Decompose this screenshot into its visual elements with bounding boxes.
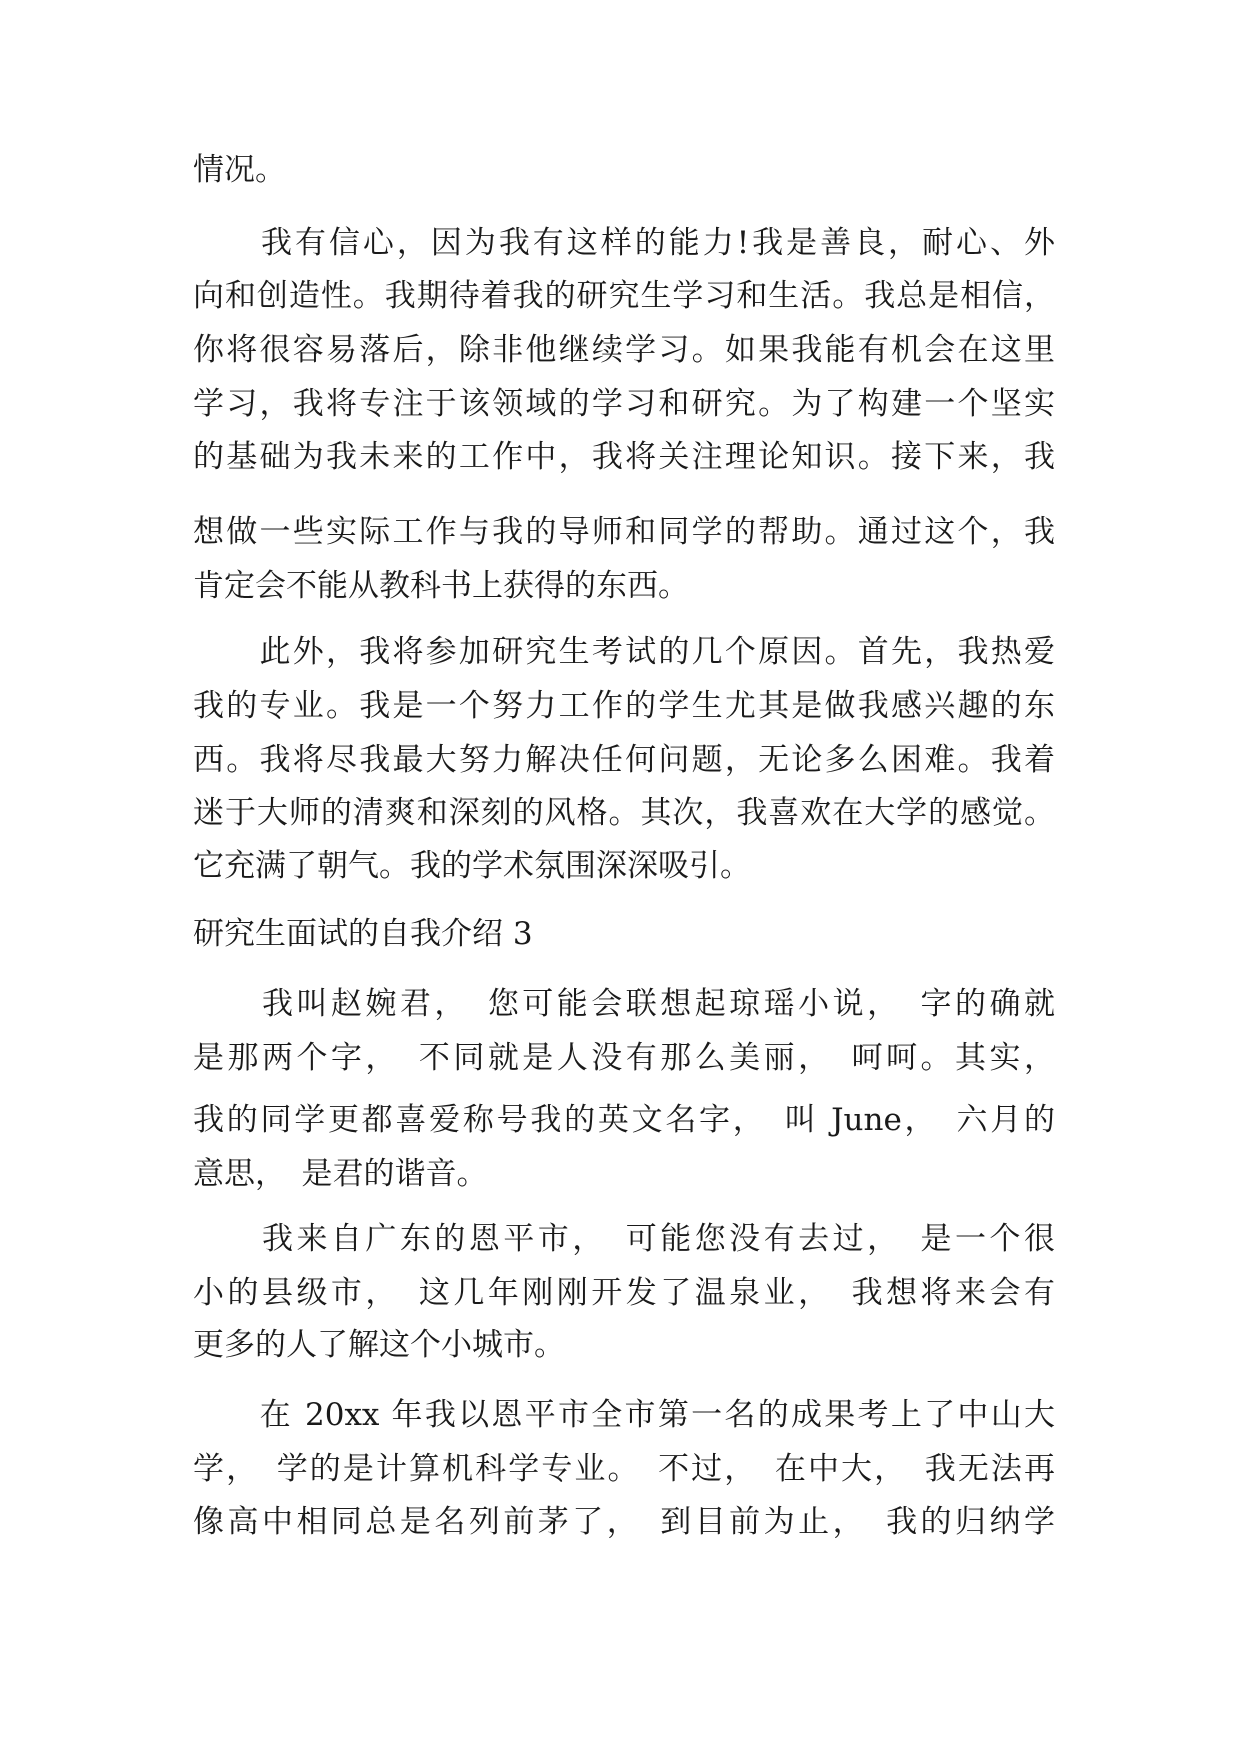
text-line: 的基础为我未来的工作中，我将关注理论知识。接下来，我 (193, 439, 1055, 475)
text-line: 学， 学的是计算机科学专业。 不过， 在中大， 我无法再 (193, 1451, 1055, 1487)
text-line: 你将很容易落后，除非他继续学习。如果我能有机会在这里 (193, 332, 1055, 368)
text-line: 情况。 (193, 152, 286, 188)
text-line: 此外，我将参加研究生考试的几个原因。首先，我热爱 (193, 634, 1055, 670)
section-heading: 研究生面试的自我介绍 3 (193, 916, 533, 952)
text-line: 小的县级市， 这几年刚刚开发了温泉业， 我想将来会有 (193, 1275, 1055, 1311)
text-line: 像高中相同总是名列前茅了， 到目前为止， 我的归纳学 (193, 1504, 1055, 1540)
text-line: 向和创造性。我期待着我的研究生学习和生活。我总是相信， (193, 278, 1055, 314)
text-line: 我叫赵婉君， 您可能会联想起琼瑶小说， 字的确就 (193, 986, 1055, 1022)
text-line: 是那两个字， 不同就是人没有那么美丽， 呵呵。其实， (193, 1040, 1055, 1076)
text-line: 我的专业。我是一个努力工作的学生尤其是做我感兴趣的东 (193, 688, 1055, 724)
text-line: 意思， 是君的谐音。 (193, 1156, 488, 1192)
text-line: 迷于大师的清爽和深刻的风格。其次，我喜欢在大学的感觉。 (193, 795, 1055, 831)
text-line: 想做一些实际工作与我的导师和同学的帮助。通过这个，我 (193, 514, 1055, 550)
text-line: 在 20xx 年我以恩平市全市第一名的成果考上了中山大 (193, 1397, 1055, 1433)
text-line: 肯定会不能从教科书上获得的东西。 (193, 568, 689, 604)
text-line: 它充满了朝气。我的学术氛围深深吸引。 (193, 848, 751, 884)
text-line: 我有信心，因为我有这样的能力!我是善良，耐心、外 (193, 225, 1055, 261)
text-line: 西。我将尽我最大努力解决任何问题，无论多么困难。我着 (193, 742, 1055, 778)
text-line: 更多的人了解这个小城市。 (193, 1327, 565, 1363)
text-line: 我的同学更都喜爱称号我的英文名字， 叫 June， 六月的 (193, 1102, 1055, 1138)
text-line: 我来自广东的恩平市， 可能您没有去过， 是一个很 (193, 1221, 1055, 1257)
text-line: 学习，我将专注于该领域的学习和研究。为了构建一个坚实 (193, 386, 1055, 422)
